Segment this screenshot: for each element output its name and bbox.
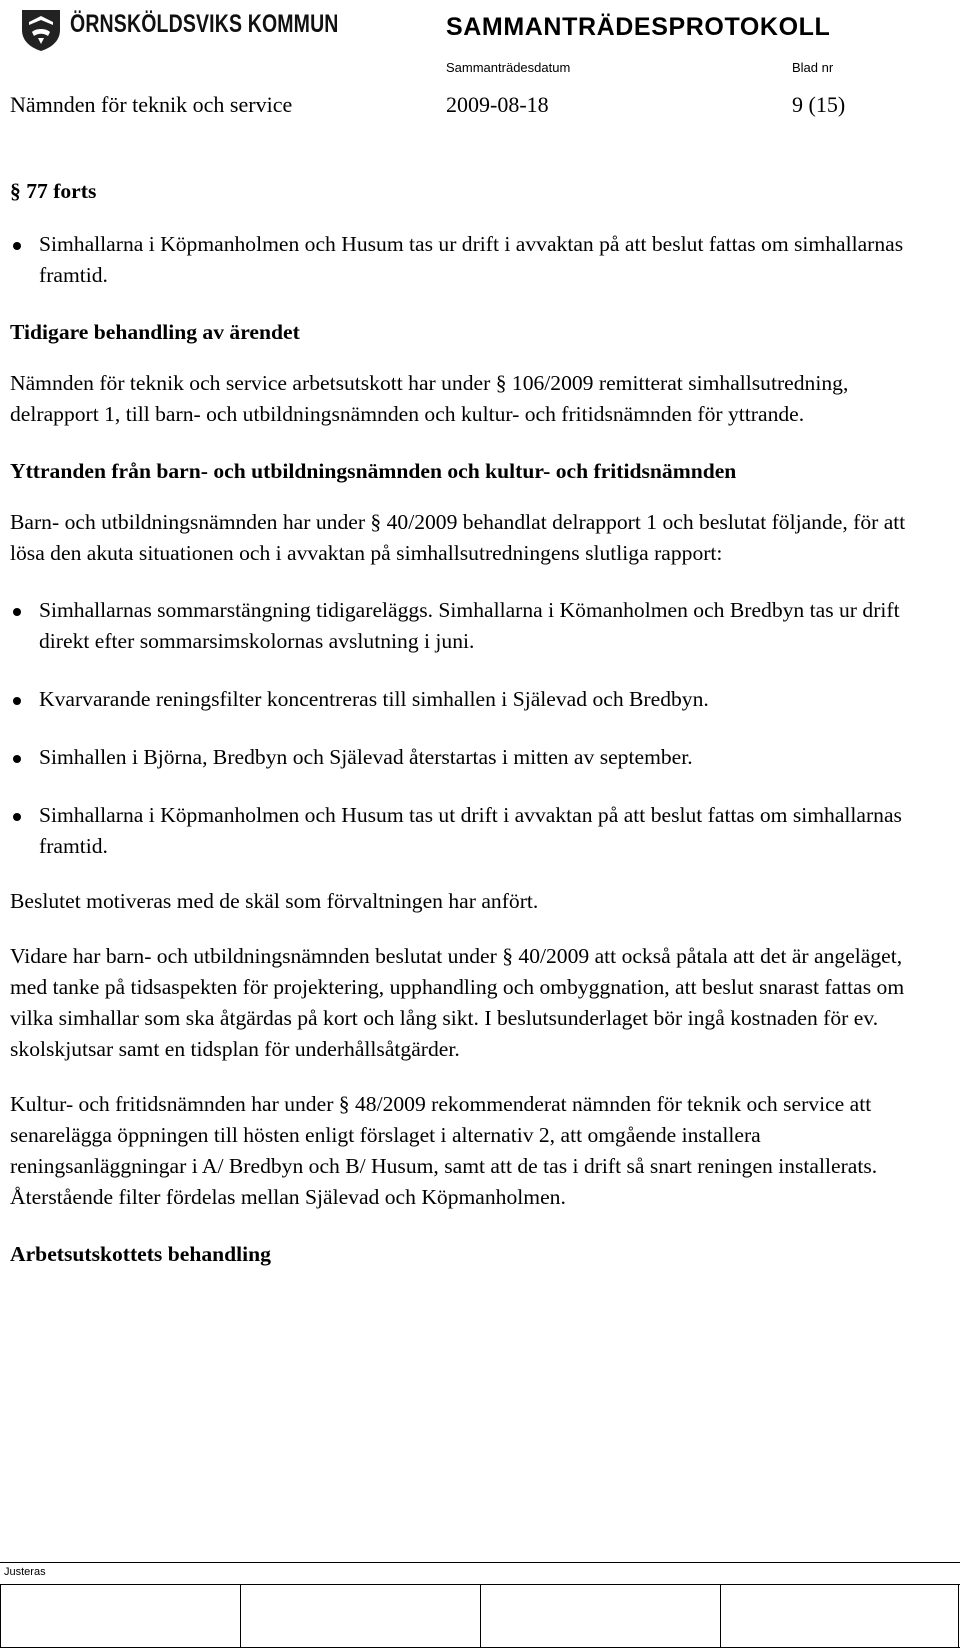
heading-committee-handling: Arbetsutskottets behandling [10,1242,271,1266]
bullet-item [10,742,930,773]
organization-name: ÖRNSKÖLDSVIKS KOMMUN [70,10,339,38]
footer-divider [0,1562,960,1563]
bullet-text: Kvarvarande reningsfilter koncentreras till simhallen i Själevad och Bredbyn. [39,687,709,711]
signature-row [0,1584,960,1648]
signature-cell [240,1585,241,1647]
bullet-icon [13,608,21,616]
bullet-text: Simhallarna i Köpmanholmen och Husum tas ur drift i avvaktan på att beslut fattas om simhallarnas framtid. [39,232,904,287]
bullet-icon [13,813,21,821]
page-number: 9 (15) [792,92,846,117]
justeras-label: Justeras [4,1566,46,1578]
meeting-date: 2009-08-18 [446,92,549,117]
bullet-icon [13,242,21,250]
heading-previous-handling: Tidigare behandling av ärendet [10,320,300,344]
paragraph-previous-handling: Nämnden för teknik och service arbetsutskott har under § 106/2009 remitterat simhallsutredning, delrapport 1, till barn- och utbildningsnämnden och kultur- och fritidsnämnden för yttrande. [10,371,849,426]
bullet-item [10,684,930,715]
bullet-text: Simhallarnas sommarstängning tidigareläggs. Simhallarna i Kömanholmen och Bredbyn tas ur drift direkt efter sommarsimskolornas avslutning i juni. [39,598,900,653]
paragraph-culture-committee: Kultur- och fritidsnämnden har under § 48/2009 rekommenderat nämnden för teknik och service att senarelägga öppningen till hösten enligt förslaget i alternativ 2, att omgående installera reningsanläggningar i A/ Bredbyn och B/ Husum, samt att de tas i drift så snart reningen installerats. Återstående filter fördelas mellan Själevad och Köpmanholmen. [10,1092,878,1209]
signature-cell [720,1585,721,1647]
paragraph-motivation: Beslutet motiveras med de skäl som förvaltningen har anfört. [10,889,539,913]
bullet-item [10,229,930,291]
page-number-label: Blad nr [792,60,834,75]
bullet-icon [13,697,21,705]
meeting-date-label: Sammanträdesdatum [446,60,571,75]
bullet-icon [13,755,21,763]
committee-name: Nämnden för teknik och service [10,92,293,117]
section-reference: § 77 forts [10,179,97,203]
protocol-body [10,176,930,1270]
paragraph-further-decision: Vidare har barn- och utbildningsnämnden beslutat under § 40/2009 att också påtala att det är angeläget, med tanke på tidsaspekten för projektering, upphandling och ombyggnation, att beslut snarast fattas om vilka simhallar som ska åtgärdas på kort och lång sikt. I beslutsunderlaget bör ingå kostnaden för ev. skolskjutsar samt en tidsplan för underhållsåtgärder. [10,944,905,1061]
bullet-text: Simhallen i Björna, Bredbyn och Själevad återstartas i mitten av september. [39,745,693,769]
signature-cell [480,1585,481,1647]
signature-footer [0,1562,960,1652]
bullet-text: Simhallarna i Köpmanholmen och Husum tas ut drift i avvaktan på att beslut fattas om simhallarnas framtid. [39,803,902,858]
document-type-title: SAMMANTRÄDESPROTOKOLL [446,13,831,41]
signature-cell [958,1585,959,1647]
bullet-item [10,595,930,657]
bullet-item [10,800,930,862]
municipal-crest-logo [18,6,64,52]
paragraph-statements: Barn- och utbildningsnämnden har under § 40/2009 behandlat delrapport 1 och beslutat följande, för att lösa den akuta situationen och i avvaktan på simhallsutredningens slutliga rapport: [10,510,906,565]
heading-statements: Yttranden från barn- och utbildningsnämnden och kultur- och fritidsnämnden [10,459,737,483]
signature-cell [0,1585,1,1647]
